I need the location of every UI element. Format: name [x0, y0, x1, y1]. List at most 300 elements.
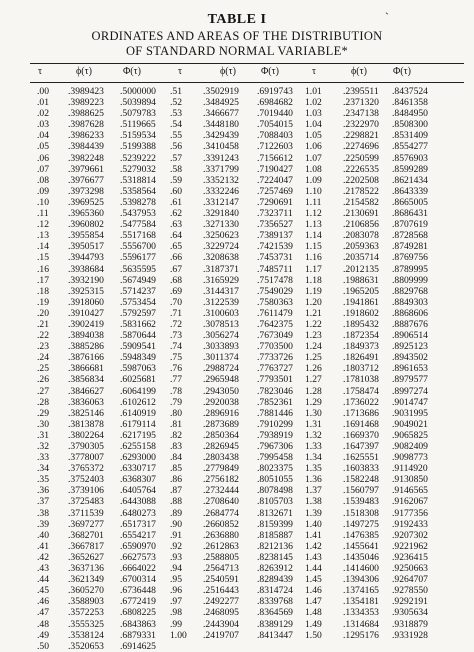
table-row: [0, 619, 441, 630]
cell-phi-2: .2636880: [203, 529, 239, 541]
cell-tau-3: 1.07: [305, 152, 322, 164]
cell-Phi-3: .8621434: [392, 174, 428, 186]
cell-Phi-2: .7733726: [257, 352, 293, 364]
cell-Phi-2: .8051055: [257, 474, 293, 486]
cell-phi-2: .2850364: [203, 429, 239, 441]
table-row: [0, 308, 441, 319]
cell-phi-1: .3910427: [68, 307, 104, 319]
cell-tau-1: .19: [37, 296, 49, 308]
header-phi-3: ϕ(τ): [351, 66, 367, 77]
cell-tau-2: .51: [170, 86, 182, 97]
cell-Phi-1: .6879331: [120, 629, 156, 641]
cell-phi-1: .3984439: [68, 141, 104, 153]
cell-tau-3: 1.46: [305, 585, 322, 597]
cell-Phi-3: .8707619: [392, 219, 428, 231]
cell-tau-2: .60: [170, 185, 182, 197]
cell-phi-3: [343, 641, 392, 652]
header-phi-2: ϕ(τ): [220, 66, 236, 77]
cell-Phi-3: .9236415: [392, 551, 428, 563]
cell-Phi-2: .7290691: [257, 196, 293, 208]
cell-phi-2: .3122539: [203, 296, 239, 308]
cell-phi-2: .3410458: [203, 141, 239, 153]
cell-tau-1: .02: [37, 108, 49, 120]
table-row: [0, 374, 441, 385]
table-row: [0, 474, 441, 485]
cell-phi-1: .3955854: [68, 230, 104, 242]
cell-tau-2: .90: [170, 518, 182, 530]
cell-tau-2: .89: [170, 507, 182, 519]
cell-Phi-1: .6255158: [120, 441, 156, 452]
cell-Phi-2: .8263912: [257, 563, 293, 575]
cell-tau-1: .50: [37, 640, 49, 652]
cell-tau-2: .61: [170, 196, 182, 208]
cell-phi-3: .1758474: [343, 385, 379, 397]
cell-phi-2: .3502919: [203, 86, 239, 97]
cell-phi-2: .3371799: [203, 163, 239, 175]
row-margin: [0, 374, 37, 385]
cell-phi-1: .3605270: [68, 585, 104, 597]
cell-phi-2: .2826945: [203, 441, 239, 452]
cell-phi-1: .3982248: [68, 152, 104, 164]
table-row: [0, 286, 441, 297]
cell-Phi-3: .9305634: [392, 607, 428, 619]
cell-phi-1: .3682701: [68, 529, 104, 541]
cell-Phi-1: .5437953: [120, 208, 156, 220]
cell-tau-2: .69: [170, 285, 182, 297]
cell-phi-2: .3391243: [203, 152, 239, 164]
cell-Phi-2: .7453731: [257, 252, 293, 264]
cell-phi-2: .2468095: [203, 607, 239, 619]
header-tau-2: τ: [178, 66, 183, 77]
row-margin: [0, 530, 37, 541]
cell-phi-1: .3538124: [68, 629, 104, 641]
cell-Phi-1: .6368307: [120, 474, 156, 486]
cell-phi-1: .3739106: [68, 485, 104, 497]
cell-tau-1: .18: [37, 285, 49, 297]
cell-tau-3: 1.25: [305, 352, 322, 364]
cell-tau-1: .10: [37, 196, 49, 208]
cell-tau-2: .57: [170, 152, 182, 164]
cell-phi-2: .2564713: [203, 563, 239, 575]
row-margin: [0, 208, 37, 219]
table-row: [0, 386, 441, 397]
cell-Phi-1: .5753454: [120, 296, 156, 308]
cell-phi-3: .1560797: [343, 485, 379, 497]
cell-Phi-2: .7611479: [257, 307, 293, 319]
row-margin: [0, 474, 37, 485]
cell-Phi-1: .6664022: [120, 563, 156, 575]
cell-Phi-3: .8906514: [392, 330, 428, 342]
cell-tau-1: .38: [37, 507, 49, 519]
cell-Phi-1: .5279032: [120, 163, 156, 175]
cell-Phi-3: .9082409: [392, 441, 428, 452]
cell-Phi-2: .7257469: [257, 185, 293, 197]
table-row: [0, 175, 441, 186]
cell-Phi-2: .7580363: [257, 296, 293, 308]
row-margin: [0, 386, 37, 397]
cell-tau-1: .08: [37, 174, 49, 186]
cell-phi-3: .2083078: [343, 230, 379, 242]
cell-phi-1: .3986233: [68, 130, 104, 142]
cell-Phi-2: .7323711: [257, 208, 293, 220]
cell-Phi-2: .7156612: [257, 152, 293, 164]
cell-phi-3: .2226535: [343, 163, 379, 175]
cell-phi-1: .3836063: [68, 396, 104, 408]
table-row: [0, 408, 441, 419]
cell-tau-1: .23: [37, 341, 49, 353]
row-margin: [0, 641, 37, 652]
cell-tau-2: .68: [170, 274, 182, 286]
cell-Phi-2: .7549029: [257, 285, 293, 297]
table-row: [0, 319, 441, 330]
cell-tau-2: .84: [170, 452, 182, 464]
cell-phi-1: .3965360: [68, 208, 104, 220]
cell-phi-2: .2873689: [203, 418, 239, 430]
row-margin: [0, 130, 37, 141]
cell-tau-1: .29: [37, 407, 49, 419]
cell-phi-2: .3056274: [203, 330, 239, 342]
row-margin: [0, 286, 37, 297]
row-margin: [0, 430, 37, 441]
cell-phi-1: .3976677: [68, 174, 104, 186]
cell-tau-2: .65: [170, 241, 182, 253]
cell-tau-3: 1.39: [305, 507, 322, 519]
cell-Phi-1: .6064199: [120, 385, 156, 397]
cell-phi-3: .2347138: [343, 108, 379, 120]
cell-phi-3: .1691468: [343, 418, 379, 430]
cell-phi-1: .3572253: [68, 607, 104, 619]
cell-tau-3: 1.11: [305, 196, 322, 208]
cell-phi-2: .3187371: [203, 263, 239, 275]
cell-tau-2: .98: [170, 607, 182, 619]
cell-tau-3: 1.08: [305, 163, 322, 175]
row-margin: [0, 508, 37, 519]
cell-phi-3: .1826491: [343, 352, 379, 364]
cell-Phi-3: .9162067: [392, 496, 428, 508]
cell-Phi-3: .8599289: [392, 163, 428, 175]
cell-Phi-1: .5000000: [120, 86, 156, 97]
row-margin: [0, 619, 37, 630]
cell-phi-1: .3987628: [68, 119, 104, 131]
cell-phi-3: .2059363: [343, 241, 379, 253]
cell-tau-2: .66: [170, 252, 182, 264]
cell-Phi-3: .9146565: [392, 485, 428, 497]
cell-tau-1: .41: [37, 540, 49, 552]
cell-tau-3: 1.35: [305, 463, 322, 475]
cell-tau-2: .54: [170, 119, 182, 131]
row-margin: [0, 496, 37, 507]
cell-Phi-2: .7642375: [257, 318, 293, 330]
cell-tau-1: .09: [37, 185, 49, 197]
cell-tau-1: .12: [37, 219, 49, 231]
cell-phi-2: .2803438: [203, 452, 239, 464]
cell-phi-3: .1374165: [343, 585, 379, 597]
cell-phi-3: .2202508: [343, 174, 379, 186]
header-rule: [30, 82, 464, 83]
cell-phi-2: .2540591: [203, 574, 239, 586]
cell-phi-2: .3429439: [203, 130, 239, 142]
cell-phi-2: .3332246: [203, 185, 239, 197]
table-row: [0, 141, 441, 152]
row-margin: [0, 441, 37, 452]
row-margin: [0, 186, 37, 197]
cell-tau-1: .07: [37, 163, 49, 175]
row-margin: [0, 230, 37, 241]
cell-Phi-1: .5948349: [120, 352, 156, 364]
table-row: [0, 641, 441, 652]
cell-tau-2: .87: [170, 485, 182, 497]
cell-Phi-3: .9207302: [392, 529, 428, 541]
cell-tau-1: .36: [37, 485, 49, 497]
cell-phi-2: .3078513: [203, 318, 239, 330]
cell-phi-2: .2492277: [203, 596, 239, 608]
cell-phi-3: .2250599: [343, 152, 379, 164]
cell-phi-3: .1872354: [343, 330, 379, 342]
cell-phi-1: .3621349: [68, 574, 104, 586]
cell-Phi-2: .8023375: [257, 463, 293, 475]
row-margin: [0, 297, 37, 308]
cell-phi-1: .3902419: [68, 318, 104, 330]
cell-tau-2: .79: [170, 396, 182, 408]
cell-tau-2: .74: [170, 341, 182, 353]
table-row: [0, 463, 441, 474]
cell-tau-1: .42: [37, 551, 49, 563]
table-row: [0, 596, 441, 607]
table-row: [0, 230, 441, 241]
cell-tau-1: .33: [37, 452, 49, 464]
cell-tau-1: .37: [37, 496, 49, 508]
cell-Phi-2: .7823046: [257, 385, 293, 397]
cell-tau-2: 1.00: [170, 629, 187, 641]
cell-tau-2: .96: [170, 585, 182, 597]
cell-tau-1: .00: [37, 86, 49, 97]
table-row: [0, 452, 441, 463]
cell-tau-1: .20: [37, 307, 49, 319]
cell-tau-1: .03: [37, 119, 49, 131]
cell-Phi-3: .8925123: [392, 341, 428, 353]
cell-tau-2: .80: [170, 407, 182, 419]
table-row: [0, 219, 441, 230]
cell-Phi-1: .5199388: [120, 141, 156, 153]
cell-phi-3: .1314684: [343, 618, 379, 630]
cell-Phi-2: .8289439: [257, 574, 293, 586]
cell-tau-1: .26: [37, 374, 49, 386]
cell-tau-2: .86: [170, 474, 182, 486]
cell-tau-3: 1.49: [305, 618, 322, 630]
cell-phi-2: .2920038: [203, 396, 239, 408]
cell-Phi-3: .9331928: [392, 629, 428, 641]
table-row: [0, 297, 441, 308]
table-row: [0, 496, 441, 507]
cell-Phi-1: .6025681: [120, 374, 156, 386]
table-row: [0, 441, 441, 452]
cell-phi-1: .3932190: [68, 274, 104, 286]
cell-phi-2: .3165929: [203, 274, 239, 286]
cell-phi-3: .2012135: [343, 263, 379, 275]
cell-phi-2: .3271330: [203, 219, 239, 231]
row-margin: [0, 341, 37, 352]
row-margin: [0, 308, 37, 319]
cell-phi-3: .1669370: [343, 429, 379, 441]
cell-tau-3: 1.32: [305, 429, 322, 441]
cell-tau-3: 1.28: [305, 385, 322, 397]
row-margin: [0, 219, 37, 230]
cell-phi-2: .2588805: [203, 551, 239, 563]
cell-Phi-1: .5596177: [120, 252, 156, 264]
cell-Phi-1: .5517168: [120, 230, 156, 242]
cell-tau-2: .75: [170, 352, 182, 364]
table-row: [0, 352, 441, 363]
cell-tau-3: 1.23: [305, 330, 322, 342]
table-row: [0, 341, 441, 352]
cell-phi-3: .2395511: [343, 86, 379, 97]
cell-phi-2: .3229724: [203, 241, 239, 253]
cell-tau-1: .28: [37, 396, 49, 408]
cell-phi-2: .2943050: [203, 385, 239, 397]
cell-phi-3: .2130691: [343, 208, 379, 220]
cell-phi-2: .3208638: [203, 252, 239, 264]
cell-phi-1: .3711539: [68, 507, 104, 519]
cell-Phi-1: .5159534: [120, 130, 156, 142]
cell-phi-1: .3988625: [68, 108, 104, 120]
cell-Phi-1: .6590970: [120, 540, 156, 552]
cell-phi-2: .2612863: [203, 540, 239, 552]
cell-phi-1: .3778007: [68, 452, 104, 464]
cell-phi-3: .1647397: [343, 441, 379, 452]
cell-phi-1: .3520653: [68, 640, 104, 652]
cell-tau-3: 1.20: [305, 296, 322, 308]
cell-Phi-1: .5398278: [120, 196, 156, 208]
cell-Phi-3: .8461358: [392, 97, 428, 109]
cell-tau-3: 1.38: [305, 496, 322, 508]
cell-phi-3: .2035714: [343, 252, 379, 264]
cell-phi-2: .3011374: [203, 352, 239, 364]
cell-Phi-2: .7122603: [257, 141, 293, 153]
cell-phi-3: .1295176: [343, 629, 379, 641]
cell-tau-3: 1.18: [305, 274, 322, 286]
cell-tau-2: .71: [170, 307, 182, 319]
cell-Phi-1: .6480273: [120, 507, 156, 519]
cell-tau-2: .72: [170, 318, 182, 330]
row-margin: [0, 596, 37, 607]
cell-phi-2: .2708640: [203, 496, 239, 508]
cell-phi-1: .3637136: [68, 563, 104, 575]
cell-tau-1: .45: [37, 585, 49, 597]
table-row: [0, 153, 441, 164]
cell-Phi-2: .7421539: [257, 241, 293, 253]
cell-Phi-2: .7938919: [257, 429, 293, 441]
cell-Phi-1: .5909541: [120, 341, 156, 353]
cell-tau-3: 1.03: [305, 108, 322, 120]
table-row: [0, 552, 441, 563]
cell-phi-3: .1582248: [343, 474, 379, 486]
cell-phi-1: .3652627: [68, 551, 104, 563]
cell-phi-3: .2371320: [343, 97, 379, 109]
cell-tau-3: 1.22: [305, 318, 322, 330]
table-row: [0, 97, 441, 108]
cell-Phi-1: .6627573: [120, 551, 156, 563]
cell-Phi-1: .5674949: [120, 274, 156, 286]
cell-Phi-2: .7852361: [257, 396, 293, 408]
cell-phi-2: .3352132: [203, 174, 239, 186]
cell-tau-1: .04: [37, 130, 49, 142]
cell-tau-1: .40: [37, 529, 49, 541]
cell-phi-1: .3944793: [68, 252, 104, 264]
row-margin: [0, 330, 37, 341]
cell-phi-3: .2298821: [343, 130, 379, 142]
cell-tau-1: .15: [37, 252, 49, 264]
header-tau-1: τ: [38, 66, 43, 77]
table-row: [0, 541, 441, 552]
cell-phi-1: .3918060: [68, 296, 104, 308]
cell-Phi-3: .9098773: [392, 452, 428, 464]
cell-Phi-3: .9278550: [392, 585, 428, 597]
cell-Phi-3: .8769756: [392, 252, 428, 264]
table-row: [0, 485, 441, 496]
cell-tau-3: 1.50: [305, 629, 322, 641]
cell-Phi-2: .7910299: [257, 418, 293, 430]
cell-Phi-3: .9049021: [392, 418, 428, 430]
cell-tau-3: 1.43: [305, 551, 322, 563]
cell-phi-3: .1603833: [343, 463, 379, 475]
cell-tau-1: .22: [37, 330, 49, 342]
cell-tau-2: [170, 641, 203, 652]
cell-phi-2: .3466677: [203, 108, 239, 120]
cell-tau-2: .83: [170, 441, 182, 452]
cell-tau-2: .64: [170, 230, 182, 242]
cell-Phi-3: .8961653: [392, 363, 428, 375]
cell-phi-1: .3950517: [68, 241, 104, 253]
cell-tau-1: .05: [37, 141, 49, 153]
cell-phi-1: .3752403: [68, 474, 104, 486]
row-margin: [0, 541, 37, 552]
cell-tau-2: .99: [170, 618, 182, 630]
cell-tau-3: 1.05: [305, 130, 322, 142]
cell-phi-3: .2106856: [343, 219, 379, 231]
row-margin: [0, 319, 37, 330]
table-row: [0, 363, 441, 374]
cell-Phi-2: .7224047: [257, 174, 293, 186]
table-row: [0, 508, 441, 519]
cell-Phi-1: .5358564: [120, 185, 156, 197]
cell-Phi-3: .8997274: [392, 385, 428, 397]
cell-tau-2: .53: [170, 108, 182, 120]
cell-phi-1: .3989223: [68, 97, 104, 109]
cell-phi-2: .3250623: [203, 230, 239, 242]
row-margin: [0, 97, 37, 108]
cell-phi-3: .1736022: [343, 396, 379, 408]
cell-tau-3: 1.06: [305, 141, 322, 153]
cell-phi-2: .2965948: [203, 374, 239, 386]
cell-tau-1: .43: [37, 563, 49, 575]
cell-Phi-2: .7088403: [257, 130, 293, 142]
row-margin: [0, 419, 37, 430]
row-margin: [0, 175, 37, 186]
cell-Phi-3: .8849303: [392, 296, 428, 308]
cell-Phi-2: .7881446: [257, 407, 293, 419]
cell-Phi-1: .5635595: [120, 263, 156, 275]
table-row: [0, 574, 441, 585]
cell-Phi-2: .7793501: [257, 374, 293, 386]
cell-tau-3: 1.09: [305, 174, 322, 186]
cell-Phi-3: .8508300: [392, 119, 428, 131]
cell-phi-3: .1895432: [343, 318, 379, 330]
cell-tau-2: .93: [170, 551, 182, 563]
cell-tau-1: .32: [37, 441, 49, 452]
cell-tau-3: 1.30: [305, 407, 322, 419]
row-margin: [0, 552, 37, 563]
cell-phi-1: .3894038: [68, 330, 104, 342]
